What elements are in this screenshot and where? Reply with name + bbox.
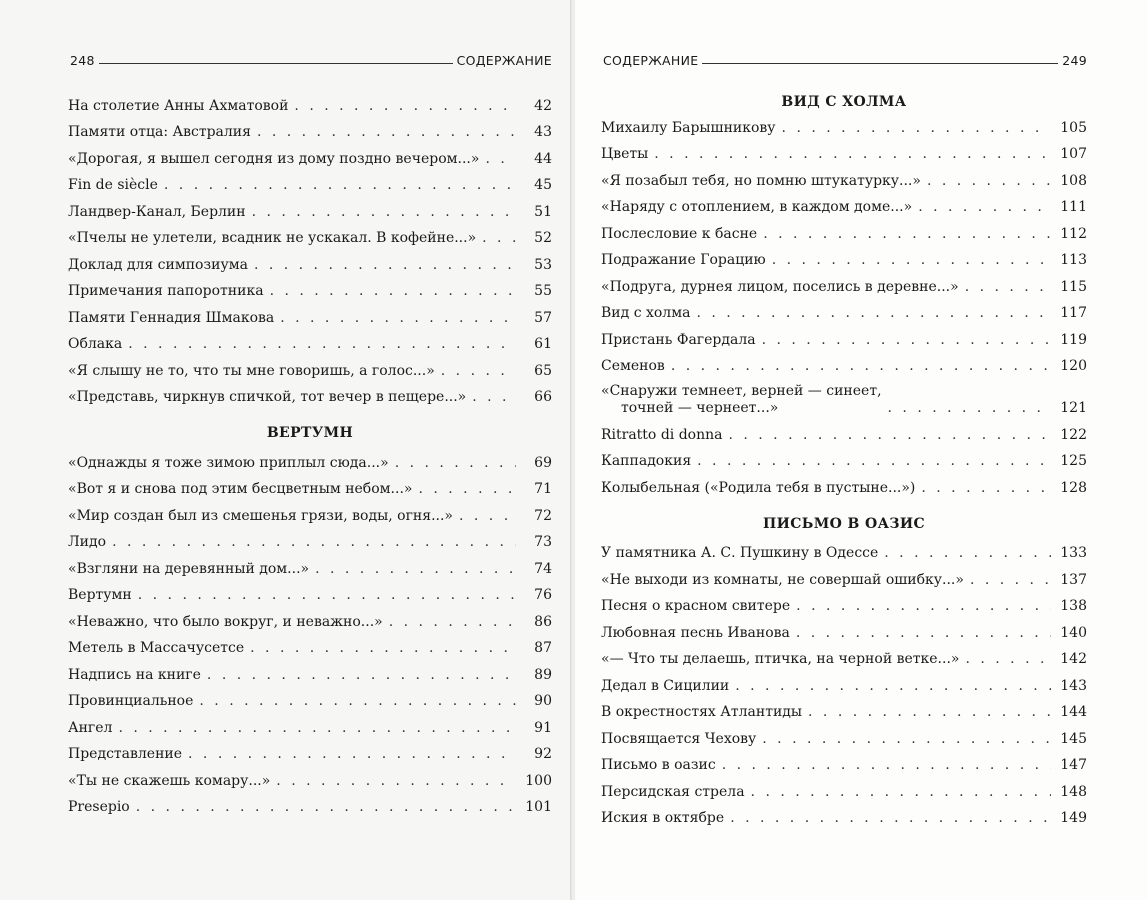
leader-dots xyxy=(654,146,1051,163)
toc-entry-title: Памяти Геннадия Шмакова xyxy=(68,309,275,326)
right-page-header xyxy=(603,48,1087,68)
toc-entry-title: «Я позабыл тебя, но помню штукатурку...» xyxy=(601,172,921,189)
toc-entry xyxy=(601,536,1087,563)
leader-dots xyxy=(763,226,1051,243)
leader-dots xyxy=(441,363,516,380)
toc-entry-page: 91 xyxy=(534,719,552,736)
toc-entry-page: 113 xyxy=(1060,252,1087,268)
toc-entry-page: 128 xyxy=(1060,479,1087,496)
toc-entry-title: Вид с холма xyxy=(601,305,691,321)
leader-dots xyxy=(965,651,1051,668)
leader-dots xyxy=(796,625,1051,642)
toc-entry xyxy=(68,168,552,195)
leader-dots xyxy=(888,400,1051,417)
toc-entry-page: 138 xyxy=(1060,598,1087,614)
toc-entry-page: 43 xyxy=(534,124,552,140)
toc-entry-page: 137 xyxy=(1060,571,1087,588)
toc-entry-title-line2: точней — чернеет...» xyxy=(621,400,779,416)
toc-entry xyxy=(601,296,1087,323)
toc-entry xyxy=(601,748,1087,775)
toc-entry-page: 119 xyxy=(1060,331,1087,348)
toc-entry xyxy=(601,801,1087,828)
leader-dots xyxy=(459,508,516,525)
toc-entry-title: Метель в Массачусетсе xyxy=(68,640,245,656)
toc-entry-title: Ландвер-Канал, Берлин xyxy=(68,203,246,220)
toc-entry-page: 89 xyxy=(534,666,552,683)
toc-entry-page: 100 xyxy=(525,772,552,789)
toc-entry-page: 140 xyxy=(1060,624,1087,641)
toc-entry-title: Подражание Горацию xyxy=(601,252,766,268)
toc-entry-title: «Ты не скажешь комару...» xyxy=(68,772,271,789)
toc-entry xyxy=(601,615,1087,642)
toc-entry-title: Вертумн xyxy=(68,587,132,603)
left-page xyxy=(0,0,572,900)
leader-dots xyxy=(918,199,1051,216)
toc-entry-page: 142 xyxy=(1060,651,1087,667)
toc-entry xyxy=(601,216,1087,243)
toc-entry-page: 133 xyxy=(1060,545,1087,561)
toc-entry xyxy=(68,710,552,737)
leader-dots xyxy=(112,534,516,551)
toc-entry-page: 57 xyxy=(534,309,552,326)
toc-entry-page: 44 xyxy=(534,150,552,167)
toc-entry-title: «Пчелы не улетели, всадник не ускакал. В кофейне...» xyxy=(68,230,477,246)
running-head: СОДЕРЖАНИЕ xyxy=(603,53,699,68)
section-title: ПИСЬМО В ОАЗИС xyxy=(762,515,926,532)
toc-entry-page: 115 xyxy=(1060,278,1087,295)
toc-entry xyxy=(601,721,1087,748)
leader-dots xyxy=(762,332,1051,349)
toc-entry xyxy=(68,274,552,301)
toc-entry-title: «Мир создан был из смешенья грязи, воды, огня...» xyxy=(68,507,453,524)
toc-entry-title: «Наряду с отоплением, в каждом доме...» xyxy=(601,199,913,215)
toc-entry xyxy=(601,668,1087,695)
toc-entry-title: Персидская стрела xyxy=(601,783,745,800)
toc-entry-title: «Подруга, дурнея лицом, поселись в деревне...» xyxy=(601,278,959,295)
leader-dots xyxy=(927,173,1051,190)
toc-entry-page: 51 xyxy=(534,203,552,220)
toc-entry xyxy=(68,737,552,764)
toc-entry xyxy=(68,88,552,115)
toc-entry-title: Ангел xyxy=(68,719,113,736)
toc-entry-title: «Неважно, что было вокруг, и неважно...» xyxy=(68,613,383,630)
toc-entry-title: Надпись на книге xyxy=(68,666,201,683)
toc-entry-title: Михаилу Барышникову xyxy=(601,119,776,136)
toc-entry xyxy=(68,578,552,605)
leader-dots xyxy=(164,177,516,194)
toc-entry xyxy=(68,657,552,684)
toc-entry-title: «Взгляни на деревянный дом...» xyxy=(68,560,310,577)
leader-dots xyxy=(270,283,516,300)
toc-entry-title: Семенов xyxy=(601,358,665,374)
toc-entry-title xyxy=(601,383,882,417)
leader-dots xyxy=(188,746,516,763)
leader-dots xyxy=(808,704,1051,721)
toc-entry-title: Письмо в оазис xyxy=(601,757,716,773)
leader-dots xyxy=(697,453,1051,470)
leader-dots xyxy=(118,720,516,737)
toc-entry-page: 108 xyxy=(1060,172,1087,189)
toc-entry xyxy=(601,417,1087,444)
toc-entry xyxy=(601,269,1087,296)
toc-entry xyxy=(68,631,552,658)
leader-dots xyxy=(772,252,1051,269)
toc-entry-title: На столетие Анны Ахматовой xyxy=(68,97,289,114)
toc-entry-page: 61 xyxy=(534,336,552,352)
toc-entry-page: 122 xyxy=(1060,426,1087,443)
leader-dots xyxy=(722,757,1051,774)
toc-entry xyxy=(68,380,552,407)
toc-entry xyxy=(68,498,552,525)
toc-entry-title: Памяти отца: Австралия xyxy=(68,124,251,140)
toc-entry-page: 53 xyxy=(534,256,552,273)
toc-entry-title: Представление xyxy=(68,746,183,762)
left-page-header xyxy=(70,48,552,68)
leader-dots xyxy=(485,151,516,168)
toc-entry-page: 112 xyxy=(1060,225,1087,242)
toc-entry-title: Лидо xyxy=(68,534,107,550)
toc-entry-page: 107 xyxy=(1060,146,1087,162)
leader-dots xyxy=(252,204,516,221)
toc-entry-title: «Я слышу не то, что ты мне говоришь, а голос...» xyxy=(68,362,435,379)
toc-entry xyxy=(68,141,552,168)
toc-entry-page: 144 xyxy=(1060,704,1087,720)
toc-entry xyxy=(601,444,1087,471)
toc-entry-title: Доклад для симпозиума xyxy=(68,256,248,273)
toc-entry xyxy=(68,684,552,711)
toc-entry-page: 55 xyxy=(534,283,552,299)
leader-dots xyxy=(315,561,516,578)
toc-entry-title: «— Что ты делаешь, птичка, на черной ветке...» xyxy=(601,651,960,667)
toc-entry xyxy=(601,774,1087,801)
header-rule xyxy=(99,63,453,64)
leader-dots xyxy=(884,545,1051,562)
right-page xyxy=(575,0,1147,900)
toc-entry-title: Песня о красном свитере xyxy=(601,598,791,614)
toc-entry xyxy=(68,445,552,472)
toc-entry-title: Иския в октябре xyxy=(601,810,725,826)
page-number: 249 xyxy=(1062,53,1087,68)
toc-entry xyxy=(68,115,552,142)
toc-list-right xyxy=(601,88,1087,827)
toc-entry-title: Посвящается Чехову xyxy=(601,730,757,747)
toc-entry-page: 101 xyxy=(525,799,552,815)
toc-entry-page: 74 xyxy=(534,560,552,577)
toc-entry-page: 65 xyxy=(534,362,552,379)
toc-entry xyxy=(68,551,552,578)
toc-entry-page: 71 xyxy=(534,481,552,497)
toc-entry xyxy=(601,589,1087,616)
leader-dots xyxy=(730,810,1051,827)
toc-entry xyxy=(601,642,1087,669)
leader-dots xyxy=(294,98,516,115)
toc-entry-title: Послесловие к басне xyxy=(601,225,758,242)
toc-entry-page: 117 xyxy=(1060,305,1087,321)
toc-entry-title: Цветы xyxy=(601,146,649,162)
leader-dots xyxy=(128,336,516,353)
section-title: ВЕРТУМН xyxy=(266,425,354,441)
toc-entry xyxy=(68,327,552,354)
leader-dots xyxy=(276,773,516,790)
leader-dots xyxy=(482,230,516,247)
toc-entry-page: 87 xyxy=(534,640,552,656)
toc-entry-title: «Вот я и снова под этим бесцветным небом...» xyxy=(68,481,413,497)
leader-dots xyxy=(418,481,516,498)
toc-entry-title: Пристань Фагердала xyxy=(601,331,756,348)
leader-dots xyxy=(472,389,516,406)
toc-entry-title: В окрестностях Атлантиды xyxy=(601,704,803,720)
toc-entry-page: 86 xyxy=(534,613,552,630)
toc-entry-page: 149 xyxy=(1060,810,1087,826)
toc-entry xyxy=(68,525,552,552)
toc-entry-title: «Представь, чиркнув спичкой, тот вечер в пещере...» xyxy=(68,389,467,405)
toc-entry xyxy=(68,472,552,499)
toc-entry-page: 105 xyxy=(1060,119,1087,136)
toc-entry xyxy=(68,300,552,327)
leader-dots xyxy=(257,124,516,141)
leader-dots xyxy=(735,678,1051,695)
toc-entry-title: Дедал в Сицилии xyxy=(601,677,730,694)
toc-list-left xyxy=(68,88,552,816)
toc-entry xyxy=(601,163,1087,190)
toc-entry-page: 148 xyxy=(1060,783,1087,800)
toc-entry-title: «Однажды я тоже зимою приплыл сюда...» xyxy=(68,454,389,471)
toc-entry-title: Любовная песнь Иванова xyxy=(601,624,790,641)
leader-dots xyxy=(921,480,1051,497)
leader-dots xyxy=(199,693,516,710)
toc-entry xyxy=(601,375,1087,417)
leader-dots xyxy=(970,572,1051,589)
leader-dots xyxy=(254,257,516,274)
leader-dots xyxy=(751,784,1051,801)
toc-entry-page: 45 xyxy=(534,177,552,193)
leader-dots xyxy=(728,427,1051,444)
toc-entry xyxy=(601,137,1087,164)
toc-entry xyxy=(601,695,1087,722)
toc-entry xyxy=(601,243,1087,270)
leader-dots xyxy=(389,614,516,631)
toc-entry-title: «Дорогая, я вышел сегодня из дому поздно вечером...» xyxy=(68,150,480,167)
toc-entry xyxy=(68,247,552,274)
toc-entry-title: «Не выходи из комнаты, не совершай ошибку...» xyxy=(601,571,964,588)
toc-entry-page: 111 xyxy=(1060,199,1087,215)
toc-entry-page: 121 xyxy=(1060,400,1087,416)
section-title: ВИД С ХОЛМА xyxy=(781,94,907,110)
leader-dots xyxy=(696,305,1051,322)
toc-entry-page: 42 xyxy=(534,97,552,114)
toc-entry xyxy=(68,353,552,380)
leader-dots xyxy=(782,120,1051,137)
toc-entry-page: 66 xyxy=(534,389,552,405)
toc-entry xyxy=(601,110,1087,137)
toc-entry xyxy=(601,322,1087,349)
toc-entry xyxy=(68,221,552,248)
leader-dots xyxy=(138,587,516,604)
toc-entry-title: Провинциальное xyxy=(68,693,194,709)
header-rule xyxy=(702,63,1058,64)
toc-entry xyxy=(68,194,552,221)
toc-entry xyxy=(68,763,552,790)
leader-dots xyxy=(965,279,1051,296)
toc-entry-title-line1: «Снаружи темнеет, верней — синеет, xyxy=(601,383,882,399)
toc-entry-title: Примечания папоротника xyxy=(68,283,264,299)
running-head: СОДЕРЖАНИЕ xyxy=(456,53,552,68)
toc-entry-page: 125 xyxy=(1060,453,1087,469)
leader-dots xyxy=(280,310,516,327)
leader-dots xyxy=(136,799,516,816)
toc-entry-page: 90 xyxy=(534,693,552,709)
toc-entry xyxy=(601,562,1087,589)
toc-entry-title: Ritratto di donna xyxy=(601,426,723,443)
toc-entry xyxy=(601,190,1087,217)
toc-entry-page: 72 xyxy=(534,507,552,524)
toc-entry-page: 69 xyxy=(534,454,552,471)
leader-dots xyxy=(207,667,516,684)
toc-entry xyxy=(68,790,552,817)
toc-entry-page: 73 xyxy=(534,534,552,550)
toc-entry-title: У памятника А. С. Пушкину в Одессе xyxy=(601,545,879,561)
toc-entry-title: Облака xyxy=(68,336,123,352)
toc-entry-page: 120 xyxy=(1060,358,1087,374)
leader-dots xyxy=(250,640,516,657)
toc-entry xyxy=(601,349,1087,376)
toc-entry-page: 143 xyxy=(1060,677,1087,694)
toc-entry-page: 76 xyxy=(534,587,552,603)
toc-entry xyxy=(68,604,552,631)
page-number: 248 xyxy=(70,53,95,68)
toc-entry xyxy=(601,470,1087,497)
leader-dots xyxy=(671,358,1051,375)
leader-dots xyxy=(395,455,516,472)
leader-dots xyxy=(762,731,1051,748)
toc-entry-page: 147 xyxy=(1060,757,1087,773)
toc-entry-title: Presepio xyxy=(68,799,130,815)
toc-entry-page: 145 xyxy=(1060,730,1087,747)
toc-entry-page: 52 xyxy=(534,230,552,246)
toc-entry-page: 92 xyxy=(534,746,552,762)
toc-entry-title: Fin de siècle xyxy=(68,177,158,193)
leader-dots xyxy=(796,598,1051,615)
toc-entry-title: Каппадокия xyxy=(601,453,692,469)
toc-entry-title: Колыбельная («Родила тебя в пустыне...») xyxy=(601,479,916,496)
